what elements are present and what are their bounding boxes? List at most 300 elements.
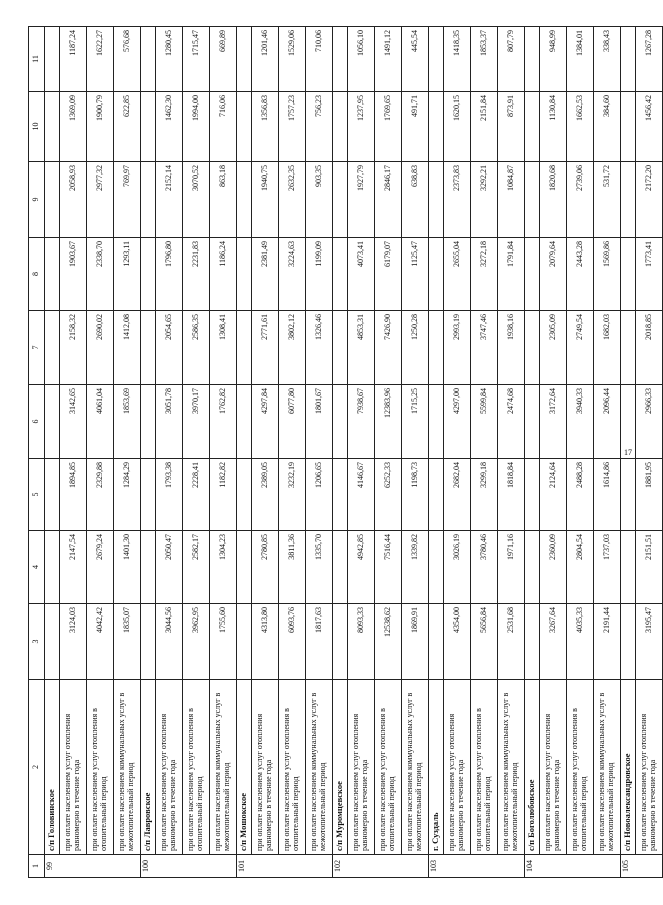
value-cell: 3747,46 — [471, 311, 498, 385]
empty-cell — [237, 385, 252, 459]
value-cell: 3802,12 — [279, 311, 306, 385]
empty-cell — [333, 92, 348, 162]
empty-cell — [621, 162, 636, 238]
value-cell: 2977,32 — [87, 162, 114, 238]
value-cell: 2739,06 — [567, 162, 594, 238]
empty-cell — [45, 604, 60, 680]
value-cell: 1369,09 — [60, 92, 87, 162]
empty-cell — [141, 385, 156, 459]
value-cell: 1801,67 — [306, 385, 333, 459]
value-cell: 1715,25 — [402, 385, 429, 459]
value-cell: 1881,95 — [636, 459, 663, 531]
empty-cell — [333, 459, 348, 531]
value-cell: 3172,64 — [540, 385, 567, 459]
value-cell: 2690,02 — [87, 311, 114, 385]
column-header: 10 — [29, 92, 45, 162]
value-cell: 4035,33 — [567, 604, 594, 680]
table-row — [402, 27, 429, 878]
column-header: 2 — [29, 680, 45, 855]
value-cell: 1620,15 — [444, 92, 471, 162]
value-cell: 1206,65 — [306, 459, 333, 531]
settlement-row — [525, 27, 540, 878]
value-cell: 7938,67 — [348, 385, 375, 459]
value-cell: 384,60 — [594, 92, 621, 162]
value-cell: 2151,84 — [471, 92, 498, 162]
value-cell: 1284,29 — [114, 459, 141, 531]
value-cell: 1614,86 — [594, 459, 621, 531]
value-cell: 1125,47 — [402, 238, 429, 311]
value-cell: 2228,41 — [183, 459, 210, 531]
empty-cell — [333, 531, 348, 604]
empty-cell — [621, 604, 636, 680]
value-cell: 1237,95 — [348, 92, 375, 162]
value-cell: 4042,42 — [87, 604, 114, 680]
value-cell: 2147,54 — [60, 531, 87, 604]
value-cell: 4313,80 — [252, 604, 279, 680]
page-number: 17 — [624, 448, 632, 457]
value-cell: 3940,33 — [567, 385, 594, 459]
value-cell: 2993,19 — [444, 311, 471, 385]
row-number: 101 — [237, 855, 333, 878]
value-cell: 1529,06 — [279, 27, 306, 92]
value-cell: 5656,84 — [471, 604, 498, 680]
value-cell: 807,79 — [498, 27, 525, 92]
value-cell: 1762,82 — [210, 385, 237, 459]
row-label: при оплате населением услуг отопления равномерно в течение года — [348, 680, 375, 855]
value-cell: 873,91 — [498, 92, 525, 162]
table-row — [444, 27, 471, 878]
table-row — [252, 27, 279, 878]
empty-cell — [141, 238, 156, 311]
value-cell: 5599,84 — [471, 385, 498, 459]
value-cell: 1491,12 — [375, 27, 402, 92]
empty-cell — [141, 92, 156, 162]
table-row — [375, 27, 402, 878]
row-label: при оплате населением услуг отопления равномерно в течение года — [636, 680, 663, 855]
settlement-name: г. Суздаль — [429, 680, 444, 855]
row-label: при оплате населением услуг отопления в отопительный период — [279, 680, 306, 855]
column-header: 11 — [29, 27, 45, 92]
value-cell: 1293,11 — [114, 238, 141, 311]
empty-cell — [333, 162, 348, 238]
column-header: 3 — [29, 604, 45, 680]
empty-cell — [237, 531, 252, 604]
value-cell: 2124,64 — [540, 459, 567, 531]
settlement-name: с/п Новоалександровское — [621, 680, 636, 855]
value-cell: 1462,30 — [156, 92, 183, 162]
table-row — [471, 27, 498, 878]
value-cell: 4061,04 — [87, 385, 114, 459]
value-cell: 1401,30 — [114, 531, 141, 604]
value-cell: 1793,38 — [156, 459, 183, 531]
row-label: при оплате населением коммунальных услуг в межотопительный период — [498, 680, 525, 855]
value-cell: 2360,09 — [540, 531, 567, 604]
value-cell: 1199,09 — [306, 238, 333, 311]
value-cell: 2780,85 — [252, 531, 279, 604]
value-cell: 1187,24 — [60, 27, 87, 92]
value-cell: 2373,83 — [444, 162, 471, 238]
empty-cell — [237, 162, 252, 238]
value-cell: 2152,14 — [156, 162, 183, 238]
value-cell: 445,54 — [402, 27, 429, 92]
value-cell: 2054,65 — [156, 311, 183, 385]
value-cell: 12538,62 — [375, 604, 402, 680]
empty-cell — [429, 27, 444, 92]
settlement-row — [333, 27, 348, 878]
value-cell: 1412,08 — [114, 311, 141, 385]
row-label: при оплате населением услуг отопления равномерно в течение года — [252, 680, 279, 855]
empty-cell — [237, 92, 252, 162]
header-row — [29, 27, 45, 878]
value-cell: 1940,75 — [252, 162, 279, 238]
row-label: при оплате населением коммунальных услуг в межотопительный период — [402, 680, 429, 855]
row-number: 104 — [525, 855, 621, 878]
empty-cell — [45, 92, 60, 162]
tariff-table — [28, 26, 663, 878]
row-label: при оплате населением услуг отопления равномерно в течение года — [444, 680, 471, 855]
value-cell: 1280,45 — [156, 27, 183, 92]
value-cell: 1737,03 — [594, 531, 621, 604]
value-cell: 1267,28 — [636, 27, 663, 92]
settlement-name: с/п Мошокское — [237, 680, 252, 855]
empty-cell — [525, 531, 540, 604]
value-cell: 769,97 — [114, 162, 141, 238]
value-cell: 1994,00 — [183, 92, 210, 162]
empty-cell — [525, 385, 540, 459]
value-cell: 2655,04 — [444, 238, 471, 311]
value-cell: 2966,33 — [636, 385, 663, 459]
row-label: при оплате населением услуг отопления равномерно в течение года — [156, 680, 183, 855]
row-label: при оплате населением услуг отопления в отопительный период — [567, 680, 594, 855]
empty-cell — [429, 385, 444, 459]
value-cell: 3299,18 — [471, 459, 498, 531]
value-cell: 1755,60 — [210, 604, 237, 680]
value-cell: 2305,09 — [540, 311, 567, 385]
value-cell: 1817,63 — [306, 604, 333, 680]
value-cell: 6179,07 — [375, 238, 402, 311]
empty-cell — [525, 92, 540, 162]
value-cell: 756,23 — [306, 92, 333, 162]
empty-cell — [333, 604, 348, 680]
value-cell: 3142,65 — [60, 385, 87, 459]
value-cell: 3232,19 — [279, 459, 306, 531]
value-cell: 4942,85 — [348, 531, 375, 604]
value-cell: 2079,64 — [540, 238, 567, 311]
value-cell: 710,06 — [306, 27, 333, 92]
value-cell: 2381,49 — [252, 238, 279, 311]
table-row — [636, 27, 663, 878]
table-row — [87, 27, 114, 878]
value-cell: 2582,17 — [183, 531, 210, 604]
value-cell: 1818,84 — [498, 459, 525, 531]
value-cell: 2172,20 — [636, 162, 663, 238]
empty-cell — [237, 27, 252, 92]
row-number: 102 — [333, 855, 429, 878]
empty-cell — [429, 162, 444, 238]
value-cell: 3811,36 — [279, 531, 306, 604]
value-cell: 6252,33 — [375, 459, 402, 531]
value-cell: 1384,01 — [567, 27, 594, 92]
value-cell: 4146,67 — [348, 459, 375, 531]
value-cell: 2231,83 — [183, 238, 210, 311]
value-cell: 1182,82 — [210, 459, 237, 531]
value-cell: 2804,54 — [567, 531, 594, 604]
settlement-name: с/п Лавровское — [141, 680, 156, 855]
value-cell: 576,68 — [114, 27, 141, 92]
row-number: 100 — [141, 855, 237, 878]
empty-cell — [45, 238, 60, 311]
value-cell: 1250,28 — [402, 311, 429, 385]
value-cell: 2096,44 — [594, 385, 621, 459]
row-label: при оплате населением услуг отопления в отопительный период — [375, 680, 402, 855]
value-cell: 6077,80 — [279, 385, 306, 459]
empty-cell — [621, 459, 636, 531]
column-header: 6 — [29, 385, 45, 459]
table-row — [60, 27, 87, 878]
empty-cell — [333, 385, 348, 459]
column-header: 9 — [29, 162, 45, 238]
settlement-row — [45, 27, 60, 878]
value-cell: 2632,35 — [279, 162, 306, 238]
value-cell: 1869,91 — [402, 604, 429, 680]
value-cell: 2338,70 — [87, 238, 114, 311]
settlement-row — [237, 27, 252, 878]
empty-cell — [429, 238, 444, 311]
row-label: при оплате населением услуг отопления в отопительный период — [87, 680, 114, 855]
empty-cell — [237, 311, 252, 385]
empty-cell — [141, 27, 156, 92]
value-cell: 1335,70 — [306, 531, 333, 604]
column-header: 4 — [29, 531, 45, 604]
value-cell: 2586,35 — [183, 311, 210, 385]
empty-cell — [525, 27, 540, 92]
value-cell: 3051,78 — [156, 385, 183, 459]
empty-cell — [45, 385, 60, 459]
settlement-name: с/п Головинское — [45, 680, 60, 855]
empty-cell — [237, 459, 252, 531]
value-cell: 1622,27 — [87, 27, 114, 92]
row-label: при оплате населением коммунальных услуг в межотопительный период — [594, 680, 621, 855]
value-cell: 2443,28 — [567, 238, 594, 311]
value-cell: 2050,47 — [156, 531, 183, 604]
row-label: при оплате населением услуг отопления равномерно в течение года — [540, 680, 567, 855]
empty-cell — [429, 604, 444, 680]
value-cell: 3780,46 — [471, 531, 498, 604]
value-cell: 531,72 — [594, 162, 621, 238]
table-row — [594, 27, 621, 878]
value-cell: 2682,04 — [444, 459, 471, 531]
settlement-row — [141, 27, 156, 878]
value-cell: 1900,79 — [87, 92, 114, 162]
value-cell: 1894,85 — [60, 459, 87, 531]
rotated-page — [28, 27, 657, 878]
empty-cell — [141, 459, 156, 531]
empty-cell — [333, 238, 348, 311]
value-cell: 3124,03 — [60, 604, 87, 680]
row-label: при оплате населением коммунальных услуг в межотопительный период — [210, 680, 237, 855]
value-cell: 3224,63 — [279, 238, 306, 311]
value-cell: 1056,10 — [348, 27, 375, 92]
value-cell: 491,71 — [402, 92, 429, 162]
empty-cell — [45, 459, 60, 531]
empty-cell — [141, 531, 156, 604]
value-cell: 3195,47 — [636, 604, 663, 680]
value-cell: 1796,80 — [156, 238, 183, 311]
empty-cell — [621, 92, 636, 162]
value-cell: 3970,17 — [183, 385, 210, 459]
value-cell: 3044,56 — [156, 604, 183, 680]
settlement-name: с/п Боголюбовское — [525, 680, 540, 855]
value-cell: 2018,85 — [636, 311, 663, 385]
settlement-name: с/п Муромцевское — [333, 680, 348, 855]
value-cell: 6093,76 — [279, 604, 306, 680]
table-row — [540, 27, 567, 878]
empty-cell — [429, 92, 444, 162]
table-row — [348, 27, 375, 878]
value-cell: 638,83 — [402, 162, 429, 238]
empty-cell — [621, 238, 636, 311]
value-cell: 1820,68 — [540, 162, 567, 238]
value-cell: 1903,67 — [60, 238, 87, 311]
value-cell: 2158,32 — [60, 311, 87, 385]
value-cell: 1308,41 — [210, 311, 237, 385]
empty-cell — [333, 27, 348, 92]
table-row — [279, 27, 306, 878]
empty-cell — [429, 311, 444, 385]
value-cell: 1835,07 — [114, 604, 141, 680]
empty-cell — [141, 311, 156, 385]
value-cell: 2771,61 — [252, 311, 279, 385]
empty-cell — [525, 311, 540, 385]
table-row — [498, 27, 525, 878]
value-cell: 4853,31 — [348, 311, 375, 385]
value-cell: 948,99 — [540, 27, 567, 92]
value-cell: 1339,82 — [402, 531, 429, 604]
empty-cell — [237, 604, 252, 680]
row-label: при оплате населением коммунальных услуг в межотопительный период — [114, 680, 141, 855]
empty-cell — [237, 238, 252, 311]
table-row — [156, 27, 183, 878]
value-cell: 12383,96 — [375, 385, 402, 459]
value-cell: 903,35 — [306, 162, 333, 238]
empty-cell — [525, 162, 540, 238]
empty-cell — [141, 162, 156, 238]
value-cell: 669,89 — [210, 27, 237, 92]
value-cell: 1791,84 — [498, 238, 525, 311]
value-cell: 1201,46 — [252, 27, 279, 92]
empty-cell — [45, 531, 60, 604]
value-cell: 2749,54 — [567, 311, 594, 385]
column-header: 8 — [29, 238, 45, 311]
value-cell: 1456,42 — [636, 92, 663, 162]
value-cell: 1130,84 — [540, 92, 567, 162]
value-cell: 1757,23 — [279, 92, 306, 162]
value-cell: 716,06 — [210, 92, 237, 162]
empty-cell — [141, 604, 156, 680]
value-cell: 1198,73 — [402, 459, 429, 531]
value-cell: 2389,05 — [252, 459, 279, 531]
empty-cell — [45, 27, 60, 92]
row-label: при оплате населением услуг отопления в отопительный период — [183, 680, 210, 855]
value-cell: 622,85 — [114, 92, 141, 162]
value-cell: 1186,24 — [210, 238, 237, 311]
empty-cell — [621, 311, 636, 385]
value-cell: 4354,00 — [444, 604, 471, 680]
row-number: 99 — [45, 855, 141, 878]
empty-cell — [45, 311, 60, 385]
row-number: 105 — [621, 855, 663, 878]
empty-cell — [621, 531, 636, 604]
value-cell: 1853,69 — [114, 385, 141, 459]
value-cell: 2679,24 — [87, 531, 114, 604]
table-row — [567, 27, 594, 878]
empty-cell — [621, 385, 636, 459]
value-cell: 7516,44 — [375, 531, 402, 604]
table-row — [210, 27, 237, 878]
value-cell: 338,43 — [594, 27, 621, 92]
value-cell: 3070,52 — [183, 162, 210, 238]
value-cell: 1938,16 — [498, 311, 525, 385]
value-cell: 1356,83 — [252, 92, 279, 162]
value-cell: 3267,64 — [540, 604, 567, 680]
value-cell: 2474,68 — [498, 385, 525, 459]
column-header: 1 — [29, 855, 45, 878]
value-cell: 1304,23 — [210, 531, 237, 604]
value-cell: 3962,95 — [183, 604, 210, 680]
empty-cell — [525, 238, 540, 311]
value-cell: 1569,86 — [594, 238, 621, 311]
value-cell: 2329,88 — [87, 459, 114, 531]
settlement-row — [429, 27, 444, 878]
empty-cell — [621, 27, 636, 92]
empty-cell — [525, 459, 540, 531]
value-cell: 2191,44 — [594, 604, 621, 680]
value-cell: 2846,17 — [375, 162, 402, 238]
value-cell: 3272,18 — [471, 238, 498, 311]
value-cell: 1927,79 — [348, 162, 375, 238]
value-cell: 1084,87 — [498, 162, 525, 238]
value-cell: 3292,21 — [471, 162, 498, 238]
value-cell: 1971,16 — [498, 531, 525, 604]
value-cell: 4297,00 — [444, 385, 471, 459]
value-cell: 3026,19 — [444, 531, 471, 604]
value-cell: 1773,41 — [636, 238, 663, 311]
empty-cell — [45, 162, 60, 238]
value-cell: 7426,90 — [375, 311, 402, 385]
table-row — [114, 27, 141, 878]
value-cell: 1715,47 — [183, 27, 210, 92]
row-label: при оплате населением услуг отопления в отопительный период — [471, 680, 498, 855]
column-header: 7 — [29, 311, 45, 385]
value-cell: 4073,41 — [348, 238, 375, 311]
table-row — [306, 27, 333, 878]
value-cell: 1769,65 — [375, 92, 402, 162]
value-cell: 1326,46 — [306, 311, 333, 385]
empty-cell — [333, 311, 348, 385]
table-row — [183, 27, 210, 878]
empty-cell — [429, 459, 444, 531]
value-cell: 1853,37 — [471, 27, 498, 92]
value-cell: 863,18 — [210, 162, 237, 238]
value-cell: 8093,33 — [348, 604, 375, 680]
value-cell: 1682,03 — [594, 311, 621, 385]
empty-cell — [429, 531, 444, 604]
value-cell: 1662,53 — [567, 92, 594, 162]
value-cell: 1418,35 — [444, 27, 471, 92]
value-cell: 4297,84 — [252, 385, 279, 459]
value-cell: 2058,93 — [60, 162, 87, 238]
row-label: при оплате населением услуг отопления равномерно в течение года — [60, 680, 87, 855]
